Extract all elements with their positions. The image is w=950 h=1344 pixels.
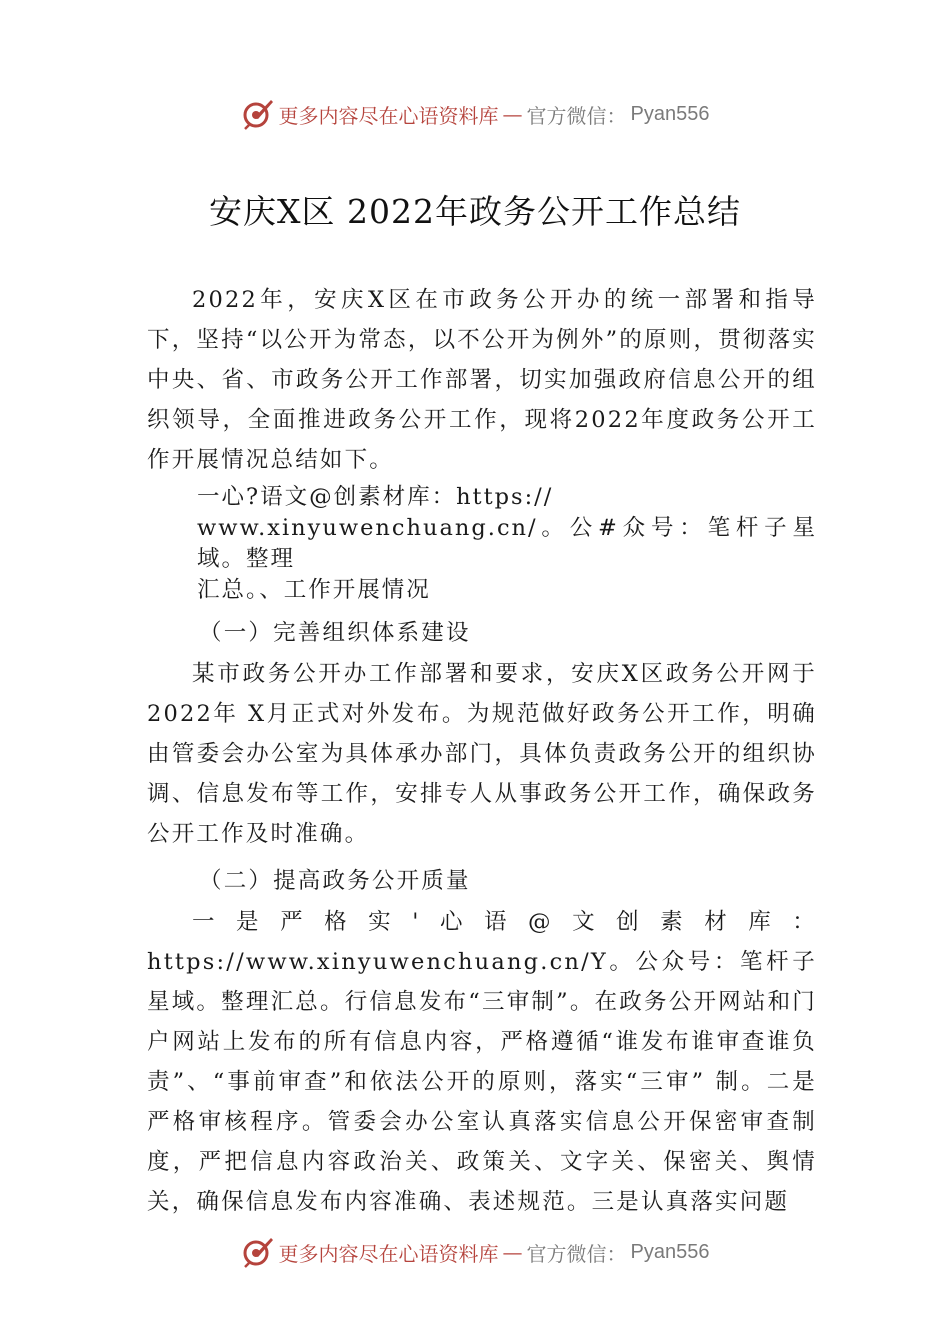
document-body <box>147 280 817 1222</box>
section-heading-1: （一）完善组织体系建设 <box>199 620 471 646</box>
footer-banner <box>0 1232 950 1272</box>
header-banner <box>0 94 950 134</box>
banner-dash: — <box>502 102 523 126</box>
quill-seal-icon <box>241 97 275 131</box>
note-line-2: www.xinyuwenchuang.cn/。公#众号：笔杆子星域。整理 <box>197 515 817 572</box>
note-line-1: 一心?语文@创素材库：https:// <box>197 484 554 510</box>
section-1-paragraph: 某市政务公开办工作部署和要求，安庆X区政务公开网于 2022年 X月正式对外发布。为规范做好政务公开工作，明确由管委会办公室为具体承办部门，具体负责政务公开的组织协调、信息发布等工作，安排专人从事政务公开工作，确保政务公开工作及时准确。 <box>147 661 817 847</box>
intro-paragraph: 2022年，安庆X区在市政务公开办的统一部署和指导下，坚持“以公开为常态，以不公开为例外”的原则，贯彻落实中央、省、市政务公开工作部署，切实加强政府信息公开的组织领导，全面推进政务公开工作，现将2022年度政务公开工作开展情况总结如下。 <box>147 287 817 473</box>
banner-content <box>241 97 710 131</box>
footer-wechat-label: 官方微信： <box>526 1241 627 1266</box>
watermark-note <box>147 482 817 606</box>
section-2-paragraph: 一是严格实'心语@文创素材库：https://www.xinyuwenchuang.cn/Y。公众号：笔杆子星域。整理汇总。行信息发布“三审制”。在政务公开网站和门户网站上发布的所有信息内容，严格遵循“谁发布谁审查谁负责”、“事前审查”和依法公开的原则，落实“三审” 制。二是严格审核程序。管委会办公室认真落实信息公开保密审查制度，严把信息内容政治关、政策关、文字关、保密关、舆情关，确保信息发布内容准确、表述规范。三是认真落实问题 <box>147 909 817 1215</box>
note-line-3: 汇总。、工作开展情况 <box>197 577 431 603</box>
footer-banner-content <box>241 1235 710 1269</box>
section-heading-2: （二）提高政务公开质量 <box>199 868 471 894</box>
quill-seal-icon <box>241 1235 275 1269</box>
banner-site-name: 更多内容尽在心语资料库 <box>278 103 499 128</box>
footer-dash: — <box>502 1240 523 1264</box>
footer-site-name: 更多内容尽在心语资料库 <box>278 1241 499 1266</box>
banner-wechat-label: 官方微信： <box>526 103 627 128</box>
document-title: 安庆X区 2022年政务公开工作总结 <box>209 192 741 231</box>
footer-wechat-id: Pyan556 <box>630 1240 710 1263</box>
banner-wechat-id: Pyan556 <box>630 102 710 125</box>
